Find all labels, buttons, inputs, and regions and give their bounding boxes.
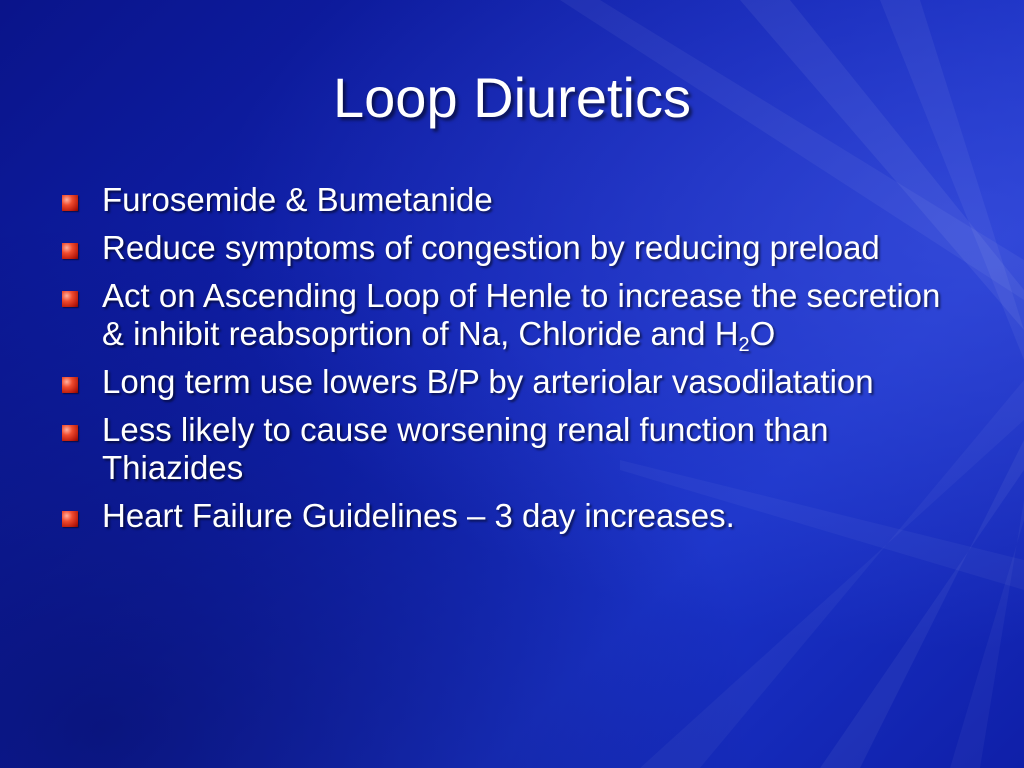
bullet-text: Reduce symptoms of congestion by reducing preload <box>102 229 880 266</box>
bullet-text: Long term use lowers B/P by arteriolar vasodilatation <box>102 363 874 400</box>
bullet-text: Heart Failure Guidelines – 3 day increases. <box>102 497 735 534</box>
subscript-text: 2 <box>738 334 750 356</box>
square-bullet-icon <box>62 195 78 211</box>
bullet-text: Act on Ascending Loop of Henle to increase the secretion & inhibit reabsoprtion of Na, Chloride and H <box>102 277 941 352</box>
bullet-item <box>62 363 962 401</box>
square-bullet-icon <box>62 425 78 441</box>
bullet-text: Furosemide & Bumetanide <box>102 181 493 218</box>
square-bullet-icon <box>62 243 78 259</box>
square-bullet-icon <box>62 377 78 393</box>
bullet-item <box>62 181 962 219</box>
bullet-text: Less likely to cause worsening renal function than Thiazides <box>102 411 829 486</box>
bullet-text-tail: O <box>749 315 776 352</box>
bullet-item <box>62 411 962 487</box>
bullet-item <box>62 277 962 356</box>
square-bullet-icon <box>62 291 78 307</box>
slide-title: Loop Diuretics <box>333 66 691 129</box>
bullet-item <box>62 229 962 267</box>
square-bullet-icon <box>62 511 78 527</box>
bullet-list <box>62 181 962 545</box>
bullet-item <box>62 497 962 535</box>
